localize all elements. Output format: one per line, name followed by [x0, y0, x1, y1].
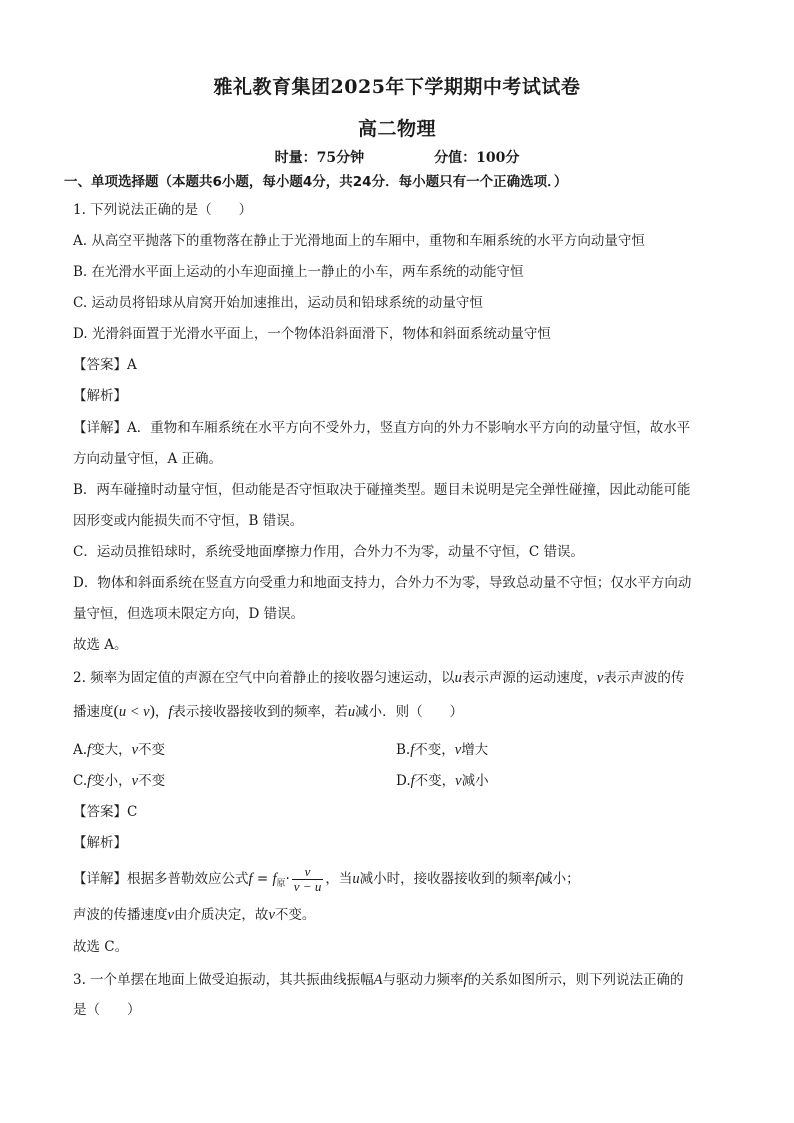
q2-stem-text: 表示声波的传 — [603, 670, 685, 686]
option-text: 不变， — [414, 773, 456, 789]
q1-detail-line: 方向动量守恒，A 正确。 — [73, 451, 223, 467]
option-text: 增大 — [461, 742, 489, 758]
q2-stem-text: 减小．则（ ） — [355, 704, 464, 720]
var-v: v — [131, 773, 139, 789]
q1-stem: 1. 下列说法正确的是（ ） — [73, 202, 253, 218]
fraction-numerator: v — [292, 865, 324, 880]
q2-conclusion: 故选 C。 — [73, 939, 129, 955]
q2-stem-line2 — [73, 702, 733, 722]
q2-option-c — [73, 771, 393, 791]
var-f: f — [168, 704, 173, 720]
q2-detail-line2 — [73, 905, 733, 925]
q2-analysis-label: 【解析】 — [73, 835, 127, 851]
q3-stem-text: 与驱动力频率 — [382, 972, 464, 988]
formula-f: f — [248, 871, 253, 887]
q1-option-c: C. 运动员将铅球从肩窝开始加速推出，运动员和铅球系统的动量守恒 — [73, 295, 483, 311]
var-v: v — [268, 907, 275, 923]
option-text: 不变 — [138, 742, 166, 758]
q1-detail-line: D．物体和斜面系统在竖直方向受重力和地面支持力，合外力不为零，导致总动量不守恒；仅水平方向动 — [73, 575, 692, 591]
var-u: u — [352, 871, 360, 887]
option-text: 减小 — [461, 773, 489, 789]
condition-expression: u < v — [118, 704, 150, 720]
var-u: u — [347, 704, 356, 720]
option-letter: D. — [396, 773, 411, 789]
q2-detail-line1 — [73, 862, 733, 901]
q1-detail-line: 因形变或内能损失而不守恒，B 错误。 — [73, 513, 304, 529]
q2-stem-text: ， — [154, 704, 169, 720]
var-f: f — [87, 773, 92, 789]
q3-stem-text: 的关系如图所示，则下列说法正确的 — [467, 972, 684, 988]
q1-detail-line: 【详解】A．重物和车厢系统在水平方向不受外力，竖直方向的外力不影响水平方向的动量守恒，故水平 — [73, 420, 691, 436]
condition-paren: ( — [113, 703, 119, 720]
q1-answer: 【答案】A — [73, 357, 137, 373]
exam-time: 时量：75分钟 — [274, 150, 365, 166]
q2-detail-text: 不变。 — [274, 907, 316, 923]
exam-score: 分值：100分 — [434, 150, 520, 166]
var-A: A — [373, 972, 383, 988]
q1-option-b: B. 在光滑水平面上运动的小车迎面撞上一静止的小车，两车系统的动能守恒 — [73, 264, 524, 280]
q2-stem-text: 播速度 — [73, 704, 114, 720]
var-f: f — [535, 871, 540, 887]
q2-option-d — [396, 771, 716, 791]
doppler-fraction — [292, 865, 324, 894]
q2-detail-text: 由介质决定，故 — [173, 907, 269, 923]
var-u: u — [454, 670, 462, 686]
q2-stem-text: 2. 频率为固定值的声源在空气中向着静止的接收器匀速运动，以 — [73, 670, 455, 686]
q2-stem-text: 表示声源的运动速度， — [461, 670, 597, 686]
q1-detail-line: 量守恒，但选项未限定方向，D 错误。 — [73, 606, 305, 622]
q1-option-d: D. 光滑斜面置于光滑水平面上，一个物体沿斜面滑下，物体和斜面系统动量守恒 — [73, 326, 551, 342]
q2-detail-text: 声波的传播速度 — [73, 907, 168, 923]
q1-analysis-label: 【解析】 — [73, 388, 127, 404]
q2-answer: 【答案】C — [73, 804, 138, 820]
formula-dot: · — [285, 871, 290, 887]
fraction-denominator: v − u — [293, 879, 322, 894]
q3-stem-line2: 是（ ） — [73, 1002, 141, 1018]
var-v: v — [167, 907, 174, 923]
var-f: f — [410, 742, 415, 758]
option-text: 不变 — [138, 773, 166, 789]
var-v: v — [596, 670, 604, 686]
q1-option-a: A. 从高空平抛落下的重物落在静止于光滑地面上的车厢中，重物和车厢系统的水平方向动量守恒 — [73, 233, 645, 249]
option-text: 变小， — [91, 773, 132, 789]
formula-eq: = — [252, 871, 273, 887]
var-v: v — [455, 773, 462, 789]
q1-detail-line: C．运动员推铅球时，系统受地面摩擦力作用，合外力不为零，动量不守恒，C 错误。 — [73, 544, 584, 560]
var-f: f — [87, 742, 92, 758]
q2-stem-text: 表示接收器接收到的频率，若 — [172, 704, 348, 720]
formula-subscript: 原 — [276, 879, 286, 889]
q2-detail-text: ，当 — [325, 871, 353, 887]
option-letter: B. — [396, 742, 411, 758]
q3-stem-line1 — [73, 970, 733, 990]
q2-detail-text: 减小； — [539, 871, 580, 887]
var-v: v — [131, 742, 139, 758]
exam-subject: 高二物理 — [357, 118, 436, 140]
var-v: v — [454, 742, 462, 758]
var-f: f — [463, 972, 468, 988]
q2-stem-line1 — [73, 668, 733, 688]
q2-detail-text: 减小时，接收器接收到的频率 — [359, 871, 536, 887]
option-text: 不变， — [414, 742, 455, 758]
q2-option-a — [73, 740, 393, 760]
q2-option-b — [396, 740, 716, 760]
option-letter: A. — [73, 742, 88, 758]
exam-info — [0, 147, 794, 167]
condition-paren: ) — [149, 703, 155, 720]
exam-title: 雅礼教育集团2025年下学期期中考试试卷 — [213, 76, 581, 98]
var-f: f — [410, 773, 415, 789]
q1-conclusion: 故选 A。 — [73, 637, 128, 653]
option-letter: C. — [73, 773, 88, 789]
q3-stem-text: 3. 一个单摆在地面上做受迫振动，其共振曲线振幅 — [73, 972, 374, 988]
formula-f0: f — [272, 871, 277, 887]
q1-detail-line: B．两车碰撞时动量守恒，但动能是否守恒取决于碰撞类型。题目未说明是完全弹性碰撞，因此动能可能 — [73, 482, 691, 498]
section-heading: 一、单项选择题（本题共6小题，每小题4分，共24分．每小题只有一个正确选项．） — [64, 174, 568, 190]
q2-detail-text: 【详解】根据多普勒效应公式 — [73, 871, 249, 887]
option-text: 变大， — [91, 742, 132, 758]
